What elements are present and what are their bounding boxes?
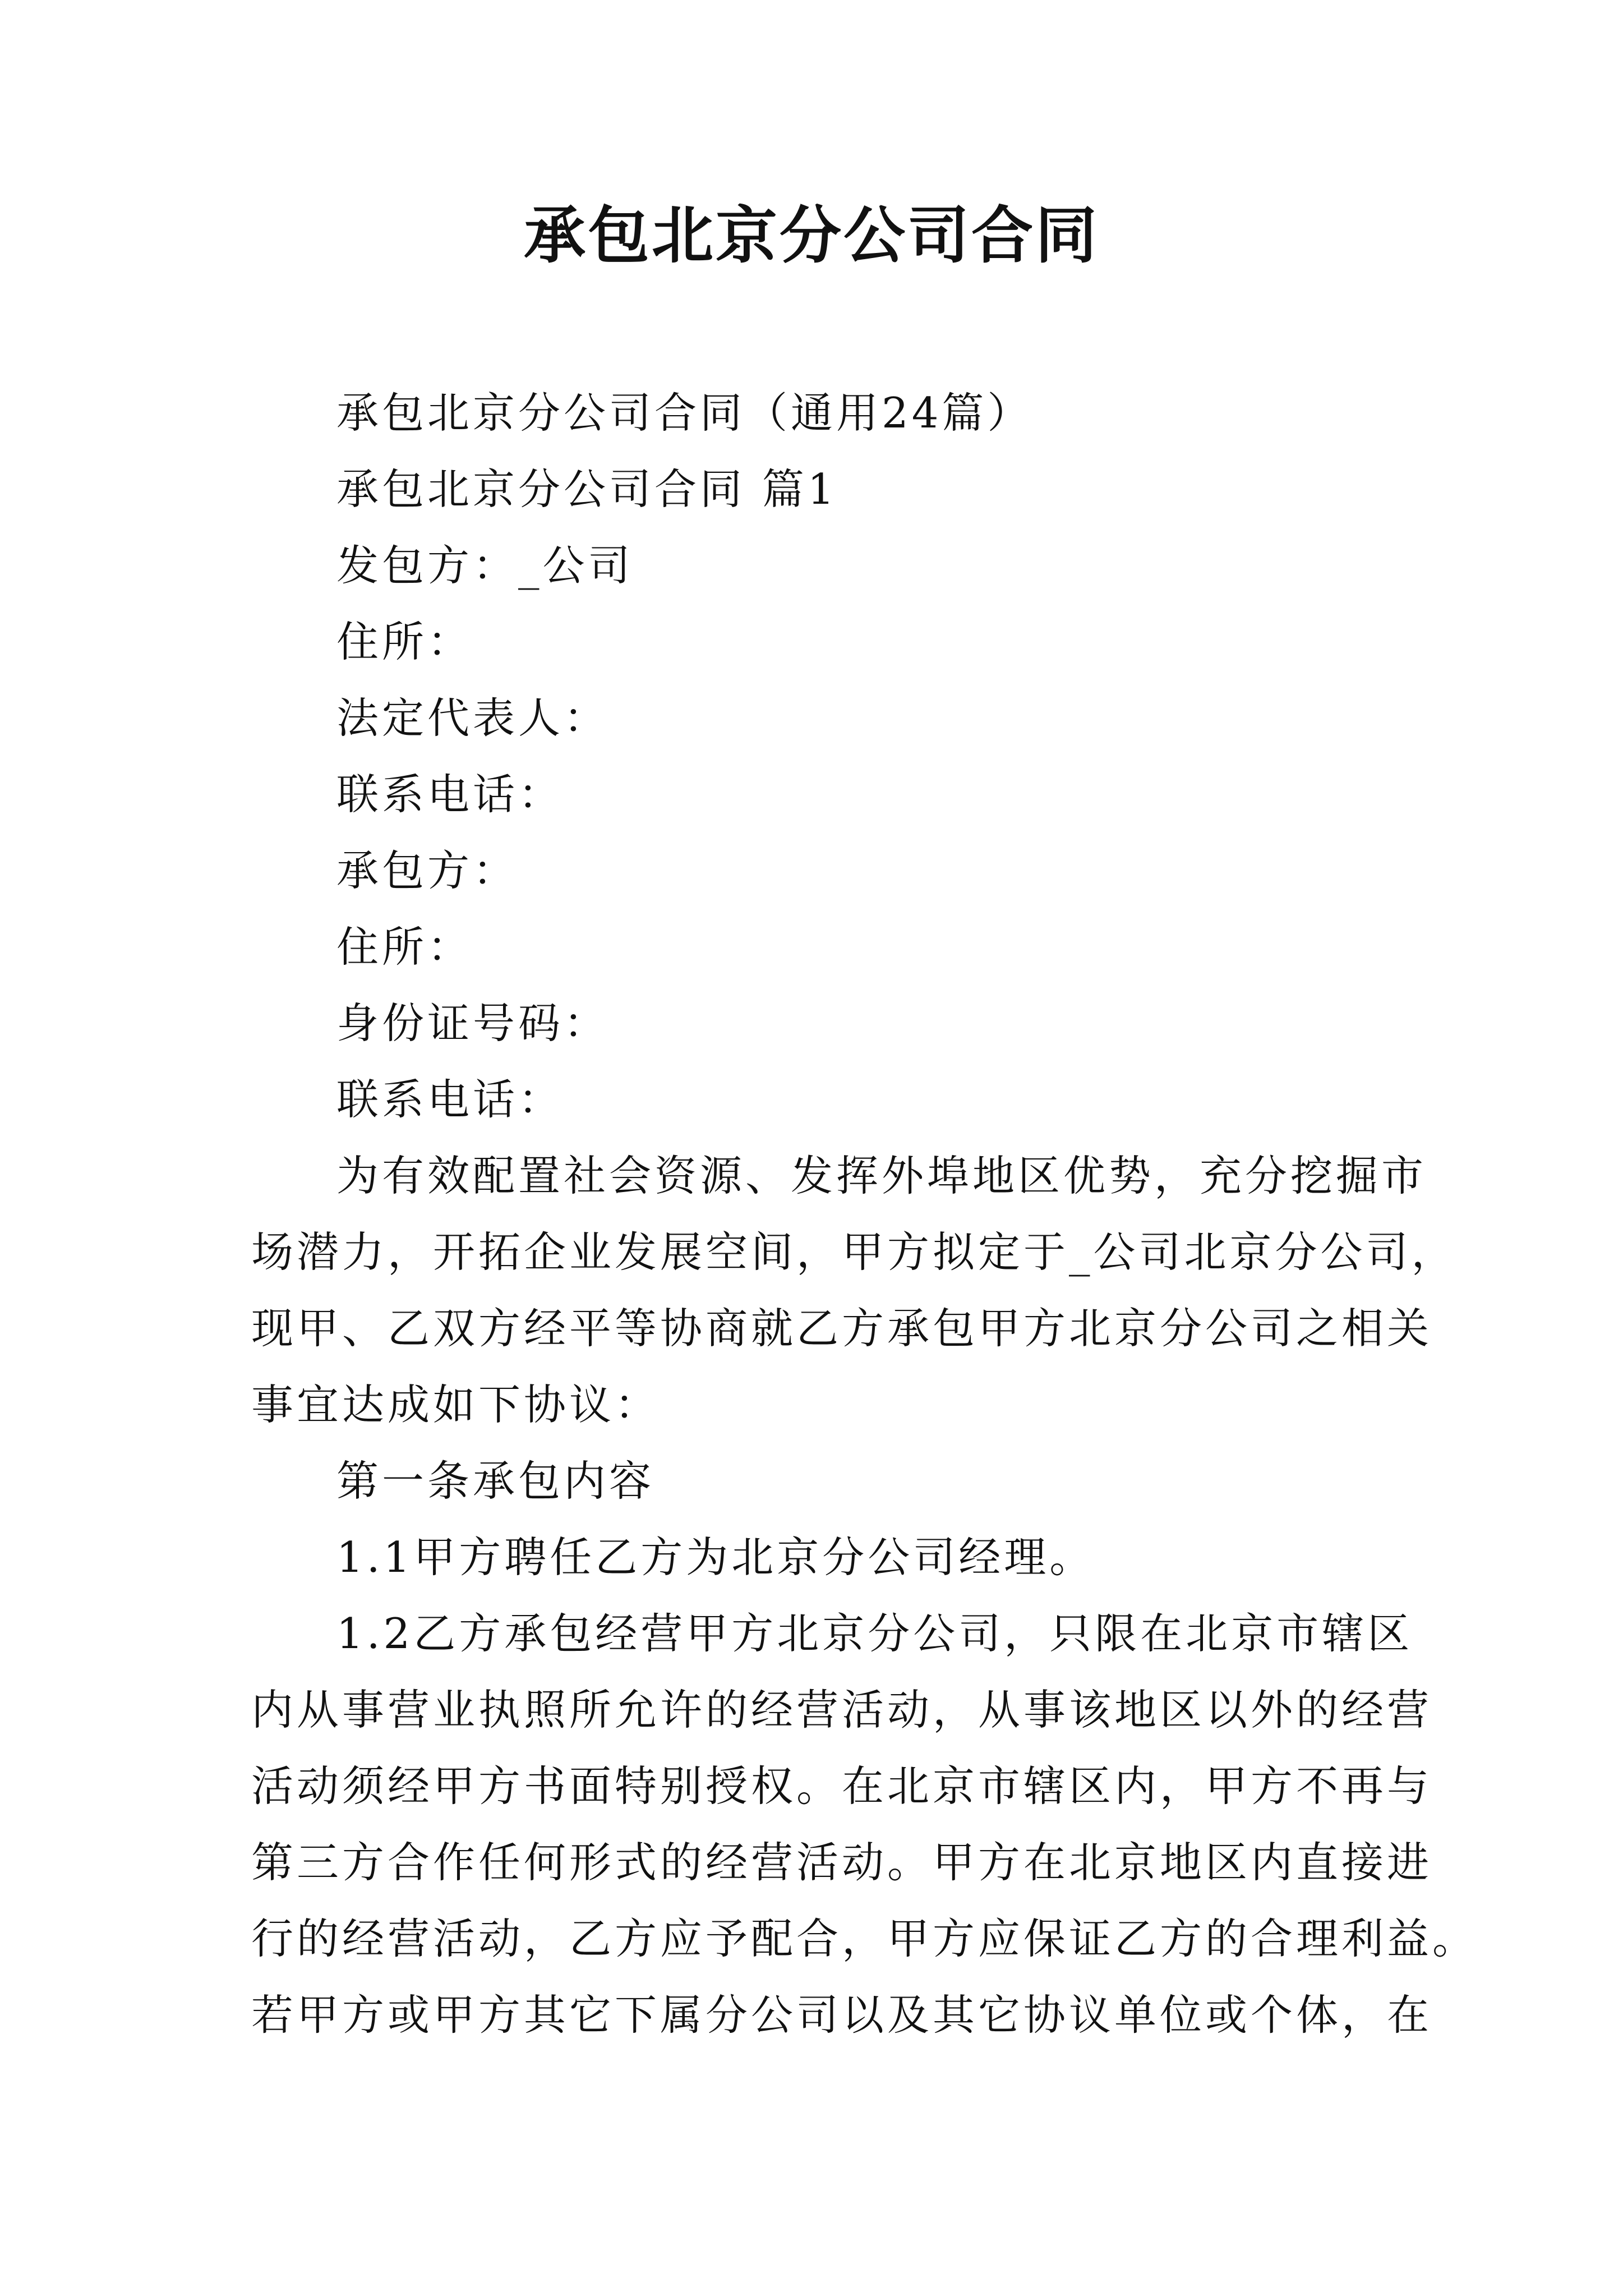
paragraph-line: 1.1甲方聘任乙方为北京分公司经理。: [336, 1533, 1095, 1582]
paragraph-line: 法定代表人：: [336, 693, 610, 743]
paragraph-line: 1.2乙方承包经营甲方北京分公司，只限在北京市辖区: [336, 1609, 1413, 1658]
paragraph-line: 身份证号码：: [336, 999, 610, 1048]
paragraph-line: 第三方合作任何形式的经营活动。甲方在北京地区内直接进: [251, 1838, 1433, 1887]
paragraph-line: 联系电话：: [336, 770, 564, 819]
paragraph-line: 场潜力，开拓企业发展空间，甲方拟定于_公司北京分公司，: [251, 1227, 1457, 1277]
paragraph-line: 联系电话：: [336, 1075, 564, 1124]
paragraph-line: 承包北京分公司合同 篇1: [336, 464, 838, 514]
paragraph-line: 内从事营业执照所允许的经营活动，从事该地区以外的经营: [251, 1685, 1433, 1734]
paragraph-line: 住所：: [336, 617, 473, 666]
document-title: 承包北京分公司合同: [524, 199, 1099, 272]
paragraph-line: 承包北京分公司合同（通用24篇）: [336, 388, 1033, 438]
paragraph-line: 现甲、乙双方经平等协商就乙方承包甲方北京分公司之相关: [251, 1304, 1433, 1353]
paragraph-line: 为有效配置社会资源、发挥外埠地区优势，充分挖掘市: [336, 1151, 1427, 1200]
paragraph-line: 若甲方或甲方其它下属分公司以及其它协议单位或个体，在: [251, 1990, 1433, 2040]
paragraph-line: 发包方：_公司: [336, 541, 634, 590]
paragraph-line: 活动须经甲方书面特别授权。在北京市辖区内，甲方不再与: [251, 1761, 1433, 1811]
paragraph-line: 行的经营活动，乙方应予配合，甲方应保证乙方的合理利益。: [251, 1914, 1478, 1963]
paragraph-line: 承包方：: [336, 846, 519, 895]
paragraph-line: 住所：: [336, 922, 473, 972]
paragraph-line: 事宜达成如下协议：: [251, 1380, 661, 1429]
document-body: [251, 375, 1478, 2053]
paragraph-line: 第一条承包内容: [336, 1456, 655, 1506]
